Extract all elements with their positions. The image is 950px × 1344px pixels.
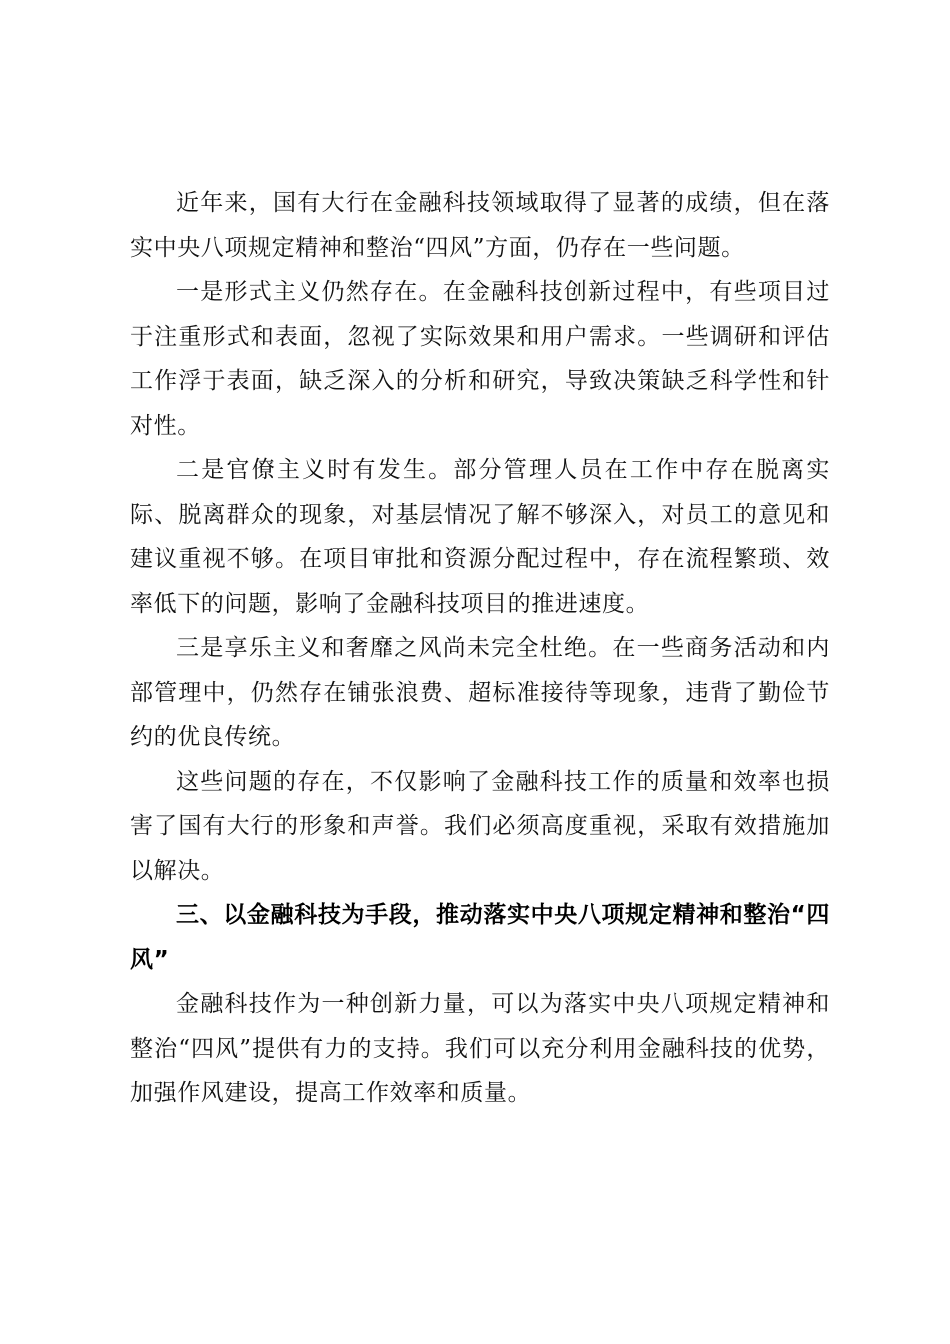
formalism-paragraph: 一是形式主义仍然存在。在金融科技创新过程中，有些项目过于注重形式和表面，忽视了实际效果和用户需求。一些调研和评估工作浮于表面，缺乏深入的分析和研究，导致决策缺乏科学性和针对性。 <box>130 279 830 439</box>
intro-paragraph: 近年来，国有大行在金融科技领域取得了显著的成绩，但在落实中央八项规定精神和整治“四风”方面，仍存在一些问题。 <box>130 190 830 261</box>
bureaucratism-paragraph: 二是官僚主义时有发生。部分管理人员在工作中存在脱离实际、脱离群众的现象，对基层情况了解不够深入，对员工的意见和建议重视不够。在项目审批和资源分配过程中，存在流程繁琐、效率低下的问题，影响了金融科技项目的推进速度。 <box>130 457 830 617</box>
conclusion-paragraph: 这些问题的存在，不仅影响了金融科技工作的质量和效率也损害了国有大行的形象和声誉。我们必须高度重视，采取有效措施加以解决。 <box>130 768 830 884</box>
document-page <box>130 181 830 1116</box>
closing-paragraph: 金融科技作为一种创新力量，可以为落实中央八项规定精神和整治“四风”提供有力的支持。我们可以充分利用金融科技的优势，加强作风建设，提高工作效率和质量。 <box>130 991 830 1106</box>
section-heading: 三、以金融科技为手段，推动落实中央八项规定精神和整治“四风” <box>130 902 830 973</box>
hedonism-paragraph: 三是享乐主义和奢靡之风尚未完全杜绝。在一些商务活动和内部管理中，仍然存在铺张浪费、超标准接待等现象，违背了勤俭节约的优良传统。 <box>130 635 830 750</box>
